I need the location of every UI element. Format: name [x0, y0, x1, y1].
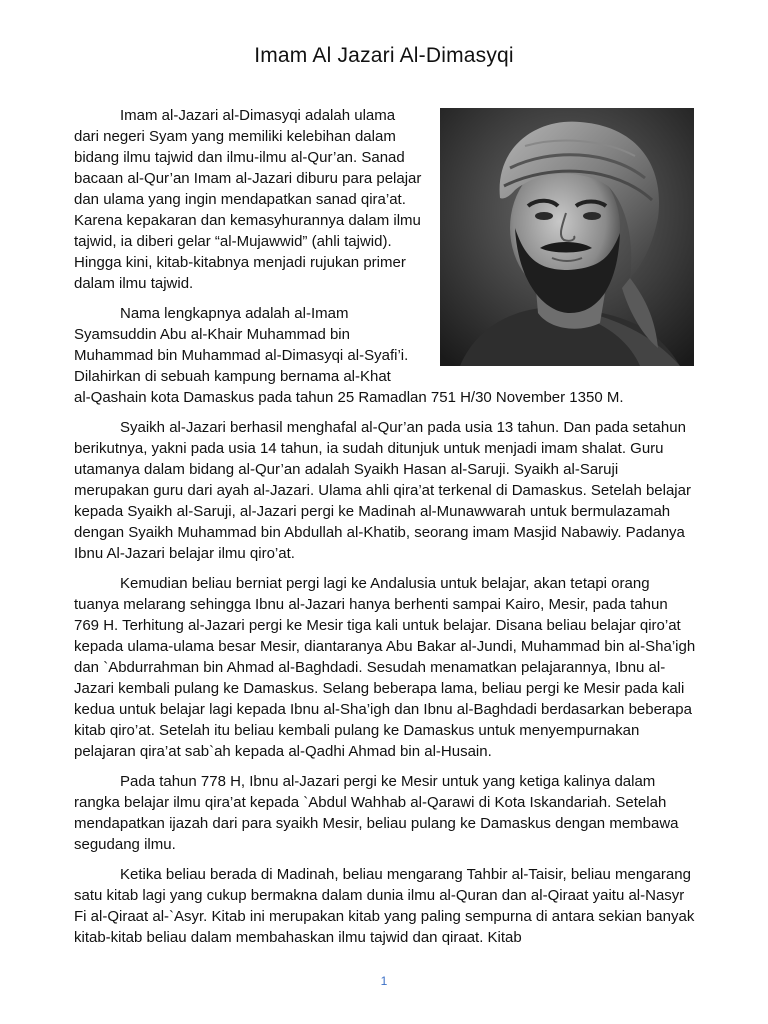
intro-paragraph-2: [74, 303, 696, 408]
page-title: Imam Al Jazari Al-Dimasyqi: [254, 44, 514, 67]
page-number: 1: [380, 974, 388, 988]
intro-paragraph-2-line-2: Syamsuddin Abu al-Khair Muhammad bin: [74, 326, 350, 343]
body-paragraph-1: Syaikh al-Jazari berhasil menghafal al-Qur’an pada usia 13 tahun. Dan pada setahun berikutnya, yakni pada usia 14 tahun, ia sudah ditunjuk untuk menjadi imam shalat. Guru utamanya dalam bidang al-Qur’an adalah Syaikh Hasan al-Saruji. Syaikh al-Saruji merupakan guru dari ayah al-Jazari. Ulama ahli qira’at terkenal di Damaskus. Setelah belajar kepada Syaikh al-Saruji, al-Jazari pergi ke Madinah al-Munawwarah untuk bermulazamah dengan Syaikh Muhammad bin Abdullah al-Khatib, seorang imam Masjid Nabawiy. Padanya Ibnu Al-Jazari belajar ilmu qiro’at.: [74, 419, 691, 562]
intro-paragraph-2-line-4: Dilahirkan di sebuah kampung bernama al-Khat: [74, 368, 391, 385]
intro-paragraph-2-line-1: Nama lengkapnya adalah al-Imam: [120, 305, 349, 322]
body-paragraph-4: Ketika beliau berada di Madinah, beliau mengarang Tahbir al-Taisir, beliau mengarang satu kitab lagi yang cukup bermakna dalam dunia ilmu al-Quran dan al-Qiraat yaitu al-Nasyr Fi al-Qiraat al-`Asyr. Kitab ini merupakan kitab yang paling sempurna di antara sekian banyak kitab-kitab beliau dalam membahaskan ilmu tajwid dan qiraat. Kitab: [74, 866, 695, 946]
intro-paragraph-1: Imam al-Jazari al-Dimasyqi adalah ulama dari negeri Syam yang memiliki kelebihan dalam bidang ilmu tajwid dan ilmu-ilmu al-Qur’an. Sanad bacaan al-Qur’an Imam al-Jazari diburu para pelajar dan ulama yang ingin mendapatkan sanad qira’at. Karena kepakaran dan kemasyhurannya dalam ilmu tajwid, ia diberi gelar “al-Mujawwid” (ahli tajwid). Hingga kini, kitab-kitabnya menjadi rujukan primer dalam ilmu tajwid.: [74, 107, 422, 292]
body-paragraph-2: Kemudian beliau berniat pergi lagi ke Andalusia untuk belajar, akan tetapi orang tuanya melarang sehingga Ibnu al-Jazari hanya berhenti sampai Kairo, Mesir, pada tahun 769 H. Terhitung al-Jazari pergi ke Mesir tiga kali untuk belajar. Disana beliau belajar qiro’at kepada ulama-ulama besar Mesir, diantaranya Abu Bakar al-Jundi, Muhammad bin al-Sha’igh dan `Abdurrahman bin Ahmad al-Baghdadi. Sesudah menamatkan pelajarannya, Ibnu al-Jazari kembali pulang ke Damaskus. Selang beberapa lama, beliau pergi ke Mesir pada kali kedua untuk belajar lagi kepada Ibnu al-Sha’igh dan Ibnu al-Baghdadi berdasarkan beberapa kitab qiro’at. Setelah itu beliau kembali pulang ke Damaskus untuk menyempurnakan pelajaran qira’at sab`ah kepada al-Qadhi Ahmad bin al-Husain.: [74, 575, 696, 760]
body-paragraph-3: Pada tahun 778 H, Ibnu al-Jazari pergi ke Mesir untuk yang ketiga kalinya dalam rangka belajar ilmu qira’at kepada `Abdul Wahhab al-Qarawi di Kota Iskandariah. Setelah mendapatkan ijazah dari para syaikh Mesir, beliau pulang ke Damaskus dengan membawa segudang ilmu.: [74, 773, 679, 853]
intro-paragraph-2-line-3: Muhammad bin Muhammad al-Dimasyqi al-Syafi’i.: [74, 347, 409, 364]
article-body: [74, 105, 696, 957]
intro-paragraph-2-line-5: al-Qashain kota Damaskus pada tahun 25 Ramadlan 751 H/30 November 1350 M.: [74, 389, 624, 406]
